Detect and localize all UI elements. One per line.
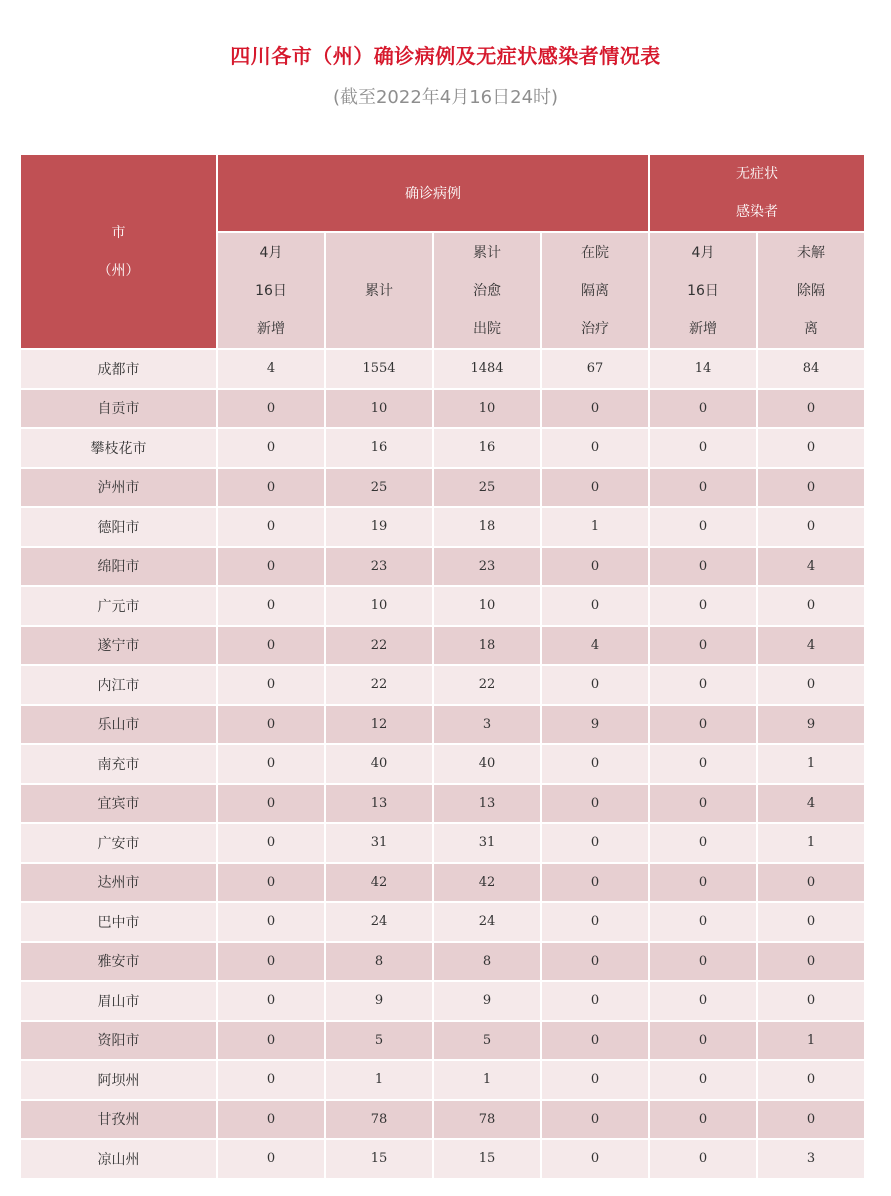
city-cell: 雅安市 xyxy=(20,942,217,982)
new-confirmed-cell: 0 xyxy=(217,507,325,547)
total-confirmed-cell: 19 xyxy=(325,507,433,547)
new-confirmed-cell: 0 xyxy=(217,744,325,784)
city-cell: 自贡市 xyxy=(20,389,217,429)
table-row xyxy=(20,586,865,626)
new-asymptomatic-cell: 0 xyxy=(649,626,757,666)
table-row xyxy=(20,863,865,903)
new-asymptomatic-cell: 0 xyxy=(649,823,757,863)
recovered-cell: 10 xyxy=(433,389,541,429)
new-confirmed-cell: 0 xyxy=(217,1021,325,1061)
header-confirmed-group: 确诊病例 xyxy=(217,154,649,232)
new-asymptomatic-cell: 0 xyxy=(649,1060,757,1100)
asymptomatic-isolated-cell: 1 xyxy=(757,823,865,863)
city-cell: 阿坝州 xyxy=(20,1060,217,1100)
new-asymptomatic-cell: 0 xyxy=(649,981,757,1021)
city-cell: 泸州市 xyxy=(20,468,217,508)
recovered-cell: 8 xyxy=(433,942,541,982)
header-new-asymptomatic: 4月 16日 新增 xyxy=(649,232,757,349)
city-cell: 攀枝花市 xyxy=(20,428,217,468)
header-asymptomatic-group: 无症状 感染者 xyxy=(649,154,865,232)
asymptomatic-isolated-cell: 4 xyxy=(757,547,865,587)
recovered-cell: 42 xyxy=(433,863,541,903)
header-asymptomatic-isolated: 未解 除隔 离 xyxy=(757,232,865,349)
hospitalized-cell: 0 xyxy=(541,389,649,429)
hospitalized-cell: 0 xyxy=(541,902,649,942)
new-confirmed-cell: 0 xyxy=(217,1139,325,1179)
city-cell: 乐山市 xyxy=(20,705,217,745)
header-city: 市 （州） xyxy=(20,154,217,349)
city-cell: 达州市 xyxy=(20,863,217,903)
new-asymptomatic-cell: 0 xyxy=(649,389,757,429)
hospitalized-cell: 4 xyxy=(541,626,649,666)
table-row xyxy=(20,1021,865,1061)
total-confirmed-cell: 10 xyxy=(325,586,433,626)
asymptomatic-isolated-cell: 9 xyxy=(757,705,865,745)
hospitalized-cell: 0 xyxy=(541,863,649,903)
city-cell: 成都市 xyxy=(20,349,217,389)
asymptomatic-isolated-cell: 0 xyxy=(757,981,865,1021)
new-confirmed-cell: 0 xyxy=(217,705,325,745)
recovered-cell: 22 xyxy=(433,665,541,705)
recovered-cell: 18 xyxy=(433,626,541,666)
new-confirmed-cell: 0 xyxy=(217,1100,325,1140)
recovered-cell: 3 xyxy=(433,705,541,745)
city-cell: 绵阳市 xyxy=(20,547,217,587)
table-row xyxy=(20,942,865,982)
asymptomatic-isolated-cell: 1 xyxy=(757,744,865,784)
new-confirmed-cell: 0 xyxy=(217,902,325,942)
city-cell: 眉山市 xyxy=(20,981,217,1021)
new-asymptomatic-cell: 0 xyxy=(649,902,757,942)
total-confirmed-cell: 12 xyxy=(325,705,433,745)
asymptomatic-isolated-cell: 0 xyxy=(757,1060,865,1100)
hospitalized-cell: 9 xyxy=(541,705,649,745)
new-confirmed-cell: 0 xyxy=(217,586,325,626)
city-cell: 宜宾市 xyxy=(20,784,217,824)
table-row xyxy=(20,665,865,705)
header-new-confirmed: 4月 16日 新增 xyxy=(217,232,325,349)
new-asymptomatic-cell: 0 xyxy=(649,863,757,903)
page-title: 四川各市（州）确诊病例及无症状感染者情况表 xyxy=(230,44,661,68)
table-row xyxy=(20,744,865,784)
city-cell: 广安市 xyxy=(20,823,217,863)
total-confirmed-cell: 5 xyxy=(325,1021,433,1061)
asymptomatic-isolated-cell: 0 xyxy=(757,507,865,547)
asymptomatic-isolated-cell: 0 xyxy=(757,665,865,705)
table-body xyxy=(20,349,865,1179)
new-confirmed-cell: 0 xyxy=(217,823,325,863)
new-asymptomatic-cell: 0 xyxy=(649,1100,757,1140)
city-cell: 广元市 xyxy=(20,586,217,626)
header-hospitalized: 在院 隔离 治疗 xyxy=(541,232,649,349)
recovered-cell: 1484 xyxy=(433,349,541,389)
recovered-cell: 15 xyxy=(433,1139,541,1179)
table-row xyxy=(20,507,865,547)
recovered-cell: 5 xyxy=(433,1021,541,1061)
asymptomatic-isolated-cell: 84 xyxy=(757,349,865,389)
asymptomatic-isolated-cell: 4 xyxy=(757,784,865,824)
city-cell: 内江市 xyxy=(20,665,217,705)
table-row xyxy=(20,626,865,666)
new-confirmed-cell: 4 xyxy=(217,349,325,389)
new-asymptomatic-cell: 0 xyxy=(649,665,757,705)
asymptomatic-isolated-cell: 0 xyxy=(757,389,865,429)
city-cell: 南充市 xyxy=(20,744,217,784)
new-confirmed-cell: 0 xyxy=(217,665,325,705)
table-row xyxy=(20,823,865,863)
new-asymptomatic-cell: 0 xyxy=(649,507,757,547)
hospitalized-cell: 67 xyxy=(541,349,649,389)
hospitalized-cell: 0 xyxy=(541,547,649,587)
hospitalized-cell: 0 xyxy=(541,744,649,784)
hospitalized-cell: 0 xyxy=(541,981,649,1021)
recovered-cell: 31 xyxy=(433,823,541,863)
new-asymptomatic-cell: 0 xyxy=(649,1021,757,1061)
hospitalized-cell: 0 xyxy=(541,1060,649,1100)
total-confirmed-cell: 13 xyxy=(325,784,433,824)
recovered-cell: 16 xyxy=(433,428,541,468)
asymptomatic-isolated-cell: 4 xyxy=(757,626,865,666)
city-cell: 遂宁市 xyxy=(20,626,217,666)
page-subtitle: (截至2022年4月16日24时) xyxy=(332,87,559,108)
hospitalized-cell: 0 xyxy=(541,468,649,508)
cases-table xyxy=(19,153,866,1180)
city-cell: 凉山州 xyxy=(20,1139,217,1179)
new-asymptomatic-cell: 0 xyxy=(649,784,757,824)
total-confirmed-cell: 1 xyxy=(325,1060,433,1100)
table-row xyxy=(20,981,865,1021)
asymptomatic-isolated-cell: 0 xyxy=(757,586,865,626)
hospitalized-cell: 0 xyxy=(541,942,649,982)
hospitalized-cell: 0 xyxy=(541,1139,649,1179)
new-confirmed-cell: 0 xyxy=(217,626,325,666)
city-cell: 巴中市 xyxy=(20,902,217,942)
table-row xyxy=(20,468,865,508)
recovered-cell: 78 xyxy=(433,1100,541,1140)
new-asymptomatic-cell: 0 xyxy=(649,705,757,745)
new-confirmed-cell: 0 xyxy=(217,468,325,508)
asymptomatic-isolated-cell: 0 xyxy=(757,863,865,903)
new-confirmed-cell: 0 xyxy=(217,863,325,903)
city-cell: 资阳市 xyxy=(20,1021,217,1061)
table-row xyxy=(20,349,865,389)
new-asymptomatic-cell: 0 xyxy=(649,547,757,587)
city-cell: 德阳市 xyxy=(20,507,217,547)
hospitalized-cell: 0 xyxy=(541,1021,649,1061)
recovered-cell: 9 xyxy=(433,981,541,1021)
total-confirmed-cell: 25 xyxy=(325,468,433,508)
recovered-cell: 13 xyxy=(433,784,541,824)
total-confirmed-cell: 9 xyxy=(325,981,433,1021)
table-row xyxy=(20,902,865,942)
hospitalized-cell: 0 xyxy=(541,428,649,468)
new-asymptomatic-cell: 0 xyxy=(649,428,757,468)
recovered-cell: 10 xyxy=(433,586,541,626)
hospitalized-cell: 0 xyxy=(541,586,649,626)
total-confirmed-cell: 22 xyxy=(325,626,433,666)
total-confirmed-cell: 10 xyxy=(325,389,433,429)
total-confirmed-cell: 23 xyxy=(325,547,433,587)
total-confirmed-cell: 24 xyxy=(325,902,433,942)
total-confirmed-cell: 8 xyxy=(325,942,433,982)
hospitalized-cell: 0 xyxy=(541,823,649,863)
table-row xyxy=(20,547,865,587)
new-confirmed-cell: 0 xyxy=(217,784,325,824)
new-confirmed-cell: 0 xyxy=(217,428,325,468)
recovered-cell: 24 xyxy=(433,902,541,942)
recovered-cell: 1 xyxy=(433,1060,541,1100)
total-confirmed-cell: 15 xyxy=(325,1139,433,1179)
asymptomatic-isolated-cell: 1 xyxy=(757,1021,865,1061)
total-confirmed-cell: 78 xyxy=(325,1100,433,1140)
hospitalized-cell: 0 xyxy=(541,665,649,705)
total-confirmed-cell: 31 xyxy=(325,823,433,863)
table-row xyxy=(20,428,865,468)
hospitalized-cell: 0 xyxy=(541,1100,649,1140)
header-total-confirmed: 累计 xyxy=(325,232,433,349)
asymptomatic-isolated-cell: 0 xyxy=(757,902,865,942)
hospitalized-cell: 1 xyxy=(541,507,649,547)
table-row xyxy=(20,389,865,429)
header-recovered: 累计 治愈 出院 xyxy=(433,232,541,349)
new-confirmed-cell: 0 xyxy=(217,389,325,429)
new-confirmed-cell: 0 xyxy=(217,547,325,587)
hospitalized-cell: 0 xyxy=(541,784,649,824)
new-asymptomatic-cell: 0 xyxy=(649,744,757,784)
table-row xyxy=(20,705,865,745)
total-confirmed-cell: 42 xyxy=(325,863,433,903)
table-row xyxy=(20,784,865,824)
new-asymptomatic-cell: 0 xyxy=(649,942,757,982)
asymptomatic-isolated-cell: 0 xyxy=(757,1100,865,1140)
table-row xyxy=(20,1139,865,1179)
total-confirmed-cell: 16 xyxy=(325,428,433,468)
asymptomatic-isolated-cell: 0 xyxy=(757,428,865,468)
recovered-cell: 23 xyxy=(433,547,541,587)
asymptomatic-isolated-cell: 0 xyxy=(757,942,865,982)
total-confirmed-cell: 1554 xyxy=(325,349,433,389)
recovered-cell: 40 xyxy=(433,744,541,784)
table-row xyxy=(20,1100,865,1140)
new-confirmed-cell: 0 xyxy=(217,942,325,982)
new-asymptomatic-cell: 14 xyxy=(649,349,757,389)
total-confirmed-cell: 22 xyxy=(325,665,433,705)
new-asymptomatic-cell: 0 xyxy=(649,1139,757,1179)
recovered-cell: 25 xyxy=(433,468,541,508)
asymptomatic-isolated-cell: 0 xyxy=(757,468,865,508)
recovered-cell: 18 xyxy=(433,507,541,547)
total-confirmed-cell: 40 xyxy=(325,744,433,784)
asymptomatic-isolated-cell: 3 xyxy=(757,1139,865,1179)
table-row xyxy=(20,1060,865,1100)
new-confirmed-cell: 0 xyxy=(217,1060,325,1100)
new-confirmed-cell: 0 xyxy=(217,981,325,1021)
new-asymptomatic-cell: 0 xyxy=(649,468,757,508)
new-asymptomatic-cell: 0 xyxy=(649,586,757,626)
city-cell: 甘孜州 xyxy=(20,1100,217,1140)
